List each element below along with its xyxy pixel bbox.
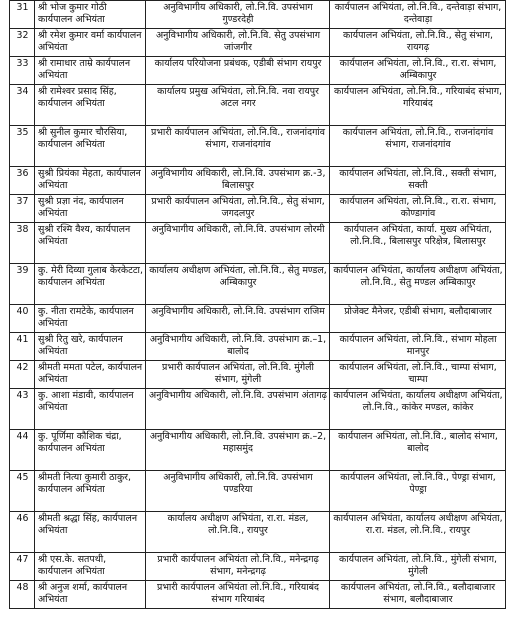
serial-number-cell: 39 — [10, 264, 35, 305]
officer-name-cell: सुश्री प्रियंका मेहता, कार्यपालन अभियंता — [35, 167, 146, 195]
current-posting-cell: कार्यालय परियोजना प्रबंधक, एडीबी संभाग रायपुर — [146, 57, 330, 85]
officer-name-cell: श्री अनुज शर्मा, कार्यपालन अभियंता — [35, 581, 146, 609]
serial-number-cell: 32 — [10, 29, 35, 57]
serial-number-cell: 31 — [10, 1, 35, 29]
current-posting-cell: कार्यालय अधीक्षण अभियंता, रा.रा. मंडल, लो.नि.वि., रायपुर — [146, 512, 330, 553]
current-posting-cell: अनुविभागीय अधिकारी, लो.नि.वि. सेतु उपसंभाग जांजगीर — [146, 29, 330, 57]
table-row — [10, 389, 506, 430]
officer-name-cell: श्री रामाधार ताम्रे कार्यपालन अभियंता — [35, 57, 146, 85]
serial-number-cell: 38 — [10, 223, 35, 264]
current-posting-cell: अनुविभागीय अधिकारी, लो.नि.वि. उपसंभाग राजिम — [146, 305, 330, 333]
new-posting-cell: कार्यपालन अभियंता, लो.नि.वि., बलौदाबाजार संभाग, बलौदाबाजार — [330, 581, 506, 609]
current-posting-cell: अनुविभागीय अधिकारी, लो.नि.वि. उपसंभाग अंतागढ़ — [146, 389, 330, 430]
new-posting-cell: कार्यपालन अभियंता, लो.नि.वि., पेण्ड्रा संभाग, पेण्ड्रा — [330, 471, 506, 512]
serial-number-cell: 45 — [10, 471, 35, 512]
current-posting-cell: अनुविभागीय अधिकारी, लो.नि.वि. उपसंभाग क्र.-3, बिलासपुर — [146, 167, 330, 195]
new-posting-cell: कार्यपालन अभियंता, लो.नि.वि., राजनांदगांव संभाग, राजनांदगांव — [330, 126, 506, 167]
officer-name-cell: श्री सुनील कुमार चौरसिया, कार्यपालन अभियंता — [35, 126, 146, 167]
serial-number-cell: 46 — [10, 512, 35, 553]
new-posting-cell: कार्यपालन अभियंता, कार्यालय अधीक्षण अभियंता, लो.नि.वि., कांकेर मण्डल, कांकेर — [330, 389, 506, 430]
table-row — [10, 333, 506, 361]
table-row — [10, 167, 506, 195]
current-posting-cell: अनुविभागीय अधिकारी, लो.नि.वि. उपसंभाग क्र.–1, बालोद — [146, 333, 330, 361]
officer-name-cell: कु. आशा मंडावी, कार्यपालन अभियंता — [35, 389, 146, 430]
serial-number-cell: 48 — [10, 581, 35, 609]
new-posting-cell: कार्यपालन अभियंता, कार्यालय अधीक्षण अभियंता, लो.नि.वि., सेतु मण्डल अम्बिकापुर — [330, 264, 506, 305]
new-posting-cell: कार्यपालन अभियंता, लो.नि.वि., दन्तेवाड़ा संभाग, दन्तेवाड़ा — [330, 1, 506, 29]
serial-number-cell: 42 — [10, 361, 35, 389]
serial-number-cell: 44 — [10, 430, 35, 471]
current-posting-cell: कार्यालय अधीक्षण अभियंता, लो.नि.वि., सेतु मण्डल, अम्बिकापुर — [146, 264, 330, 305]
new-posting-cell: कार्यपालन अभियंता, लो.नि.वि., रा.रा. संभाग, अम्बिकापुर — [330, 57, 506, 85]
serial-number-cell: 41 — [10, 333, 35, 361]
new-posting-cell: कार्यपालन अभियंता, लो.नि.वि., रा.रा. संभाग, कोण्डागांव — [330, 195, 506, 223]
current-posting-cell: अनुविभागीय अधिकारी, लो.नि.वि. उपसंभाग गुण्डरदेही — [146, 1, 330, 29]
table-row — [10, 581, 506, 609]
serial-number-cell: 34 — [10, 85, 35, 126]
new-posting-cell: कार्यपालन अभियंता, कार्या. मुख्य अभियंता, लो.नि.वि., बिलासपुर परिक्षेत्र, बिलासपुर — [330, 223, 506, 264]
new-posting-cell: कार्यपालन अभियंता, लो.नि.वि., सेतु संभाग, रायगढ़ — [330, 29, 506, 57]
table-row — [10, 223, 506, 264]
officer-name-cell: कु. पूर्णिमा कौशिक चंद्रा, कार्यपालन अभियंता — [35, 430, 146, 471]
table-row — [10, 512, 506, 553]
current-posting-cell: कार्यालय प्रमुख अभियंता, लो.नि.वि. नवा रायपुर अटल नगर — [146, 85, 330, 126]
serial-number-cell: 40 — [10, 305, 35, 333]
officer-name-cell: कु. मेरी दिव्या गुलाब केरकेटटा, कार्यपालन अभियंता — [35, 264, 146, 305]
table-row — [10, 305, 506, 333]
officer-name-cell: श्री भोज कुमार गोठी कार्यपालन अभियंता — [35, 1, 146, 29]
serial-number-cell: 43 — [10, 389, 35, 430]
officer-name-cell: श्री रमेश कुमार वर्मा कार्यपालन अभियंता — [35, 29, 146, 57]
table-row — [10, 1, 506, 29]
transfer-table-body — [10, 1, 506, 609]
table-row — [10, 195, 506, 223]
table-row — [10, 85, 506, 126]
table-row — [10, 361, 506, 389]
current-posting-cell: प्रभारी कार्यपालन अभियंता, लो.नि.वि., राजनांदगांव संभाग, राजनांदगांव — [146, 126, 330, 167]
current-posting-cell: प्रभारी कार्यपालन अभियंता लो.नि.वि., गरियाबंद संभाग गरियाबंद — [146, 581, 330, 609]
table-row — [10, 126, 506, 167]
serial-number-cell: 35 — [10, 126, 35, 167]
table-row — [10, 264, 506, 305]
officer-name-cell: श्रीमती नित्या कुमारी ठाकुर, कार्यपालन अभियंता — [35, 471, 146, 512]
officer-name-cell: सुश्री प्रज्ञा नंद, कार्यपालन अभियंता — [35, 195, 146, 223]
table-row — [10, 29, 506, 57]
serial-number-cell: 33 — [10, 57, 35, 85]
current-posting-cell: अनुविभागीय अधिकारी, लो.नि.वि. उपसंभाग लोरमी — [146, 223, 330, 264]
new-posting-cell: प्रोजेक्ट मैनेजर, एडीबी संभाग, बलौदाबाजार — [330, 305, 506, 333]
officer-name-cell: सुश्री रितु खरे, कार्यपालन अभियंता — [35, 333, 146, 361]
serial-number-cell: 47 — [10, 553, 35, 581]
table-row — [10, 471, 506, 512]
new-posting-cell: कार्यपालन अभियंता, लो.नि.वि., सक्ती संभाग, सक्ती — [330, 167, 506, 195]
officer-name-cell: कु. नीता रामटेके, कार्यपालन अभियंता — [35, 305, 146, 333]
officer-name-cell: सुश्री रश्मि वैश्य, कार्यपालन अभियंता — [35, 223, 146, 264]
new-posting-cell: कार्यपालन अभियंता, लो.नि.वि., चाम्पा संभाग, चाम्पा — [330, 361, 506, 389]
table-row — [10, 430, 506, 471]
new-posting-cell: कार्यपालन अभियंता, लो.नि.वि., मुंगेली संभाग, मुंगेली — [330, 553, 506, 581]
current-posting-cell: प्रभारी कार्यपालन अभियंता लो.नि.वि., मनेन्द्रगढ़ संभाग, मनेन्द्रगढ़ — [146, 553, 330, 581]
serial-number-cell: 37 — [10, 195, 35, 223]
current-posting-cell: अनुविभागीय अधिकारी, लो.नि.वि. उपसंभाग पण्डरिया — [146, 471, 330, 512]
new-posting-cell: कार्यपालन अभियंता, लो.नि.वि., संभाग मोहला मानपुर — [330, 333, 506, 361]
officer-name-cell: श्रीमती ममता पटेल, कार्यपालन अभियंता — [35, 361, 146, 389]
serial-number-cell: 36 — [10, 167, 35, 195]
transfer-order-page — [9, 0, 502, 609]
transfer-table — [9, 0, 506, 609]
new-posting-cell: कार्यपालन अभियंता, कार्यालय अधीक्षण अभियंता, रा.रा. मंडल, लो.नि.वि., रायपुर — [330, 512, 506, 553]
table-row — [10, 553, 506, 581]
current-posting-cell: अनुविभागीय अधिकारी, लो.नि.वि. उपसंभाग क्र.–2, महासमुंद — [146, 430, 330, 471]
table-row — [10, 57, 506, 85]
current-posting-cell: प्रभारी कार्यपालन अभियंता, लो.नि.वि., सेतु संभाग, जगदलपुर — [146, 195, 330, 223]
officer-name-cell: श्री एस.के. सतपथी, कार्यपालन अभियंता — [35, 553, 146, 581]
new-posting-cell: कार्यपालन अभियंता, लो.नि.वि., बालोद संभाग, बालोद — [330, 430, 506, 471]
officer-name-cell: श्रीमती श्रद्धा सिंह, कार्यपालन अभियंता — [35, 512, 146, 553]
new-posting-cell: कार्यपालन अभियंता, लो.नि.वि., गरियाबंद संभाग, गरियाबंद — [330, 85, 506, 126]
officer-name-cell: श्री रामेश्वर प्रसाद सिंह, कार्यपालन अभियंता — [35, 85, 146, 126]
current-posting-cell: प्रभारी कार्यपालन अभियंता, लो.नि.वि. मुंगेली संभाग, मुंगेली — [146, 361, 330, 389]
